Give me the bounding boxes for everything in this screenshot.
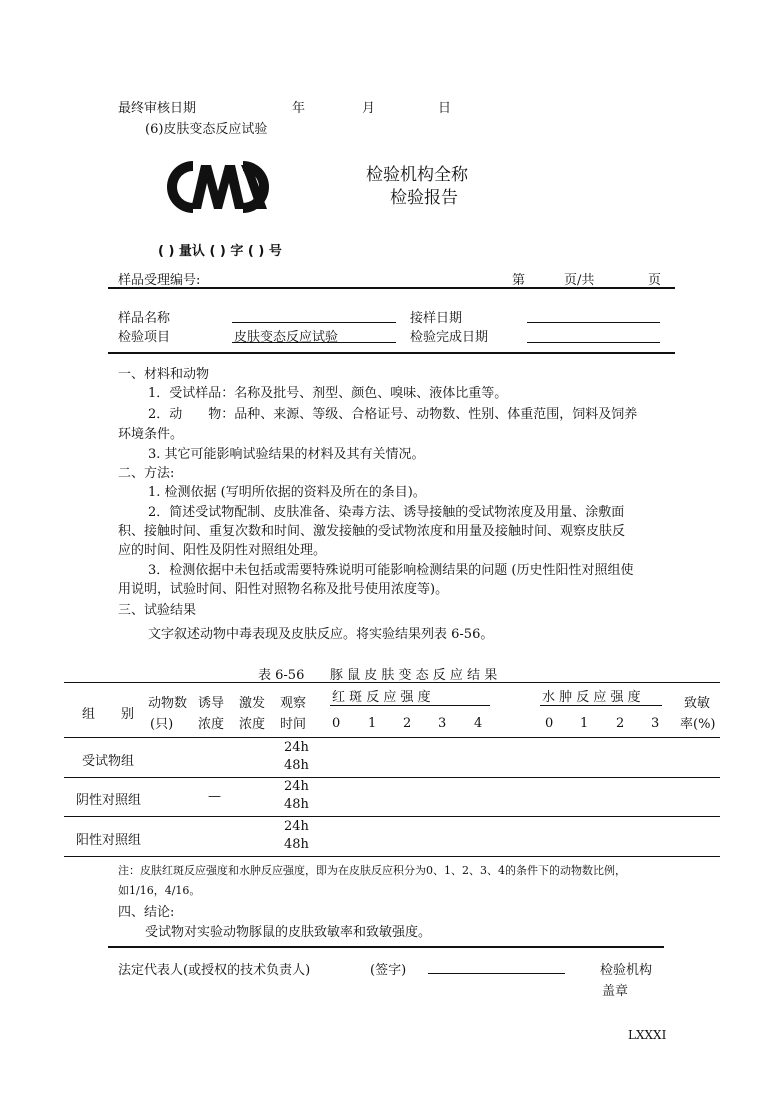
- s1-p2b: 环境条件。: [118, 427, 184, 442]
- section-title: (6)皮肤变态反应试验: [145, 122, 268, 137]
- table-row-group: 阴性对照组: [76, 793, 142, 808]
- legal-rep-label: 法定代表人(或授权的技术负责人): [118, 963, 311, 978]
- month-label: 月: [362, 101, 376, 116]
- org-name: 检验机构全称: [366, 165, 468, 185]
- finish-date-field: [527, 342, 660, 343]
- table-row-border-1: [64, 777, 720, 778]
- divider-conclusion: [108, 946, 664, 948]
- table-bottom-border: [64, 856, 720, 857]
- page-end-label: 页: [648, 273, 662, 288]
- table-caption-title: 豚 鼠 皮 肤 变 态 反 应 结 果: [330, 668, 498, 683]
- table-row-induce: —: [208, 789, 221, 804]
- receive-date-field: [527, 322, 660, 323]
- s2-p2c: 应的时间、阳性及阴性对照组处理。: [118, 543, 327, 558]
- erythema-grade-3: 3: [438, 716, 447, 731]
- table-note-b: 如1/16，4/16。: [118, 884, 201, 897]
- table-top-border: [64, 682, 720, 683]
- page-total-label: 页/共: [564, 273, 595, 288]
- th-observe-a: 观察: [280, 696, 307, 711]
- table-row-group: 阳性对照组: [76, 833, 142, 848]
- year-label: 年: [292, 101, 306, 116]
- erythema-grade-2: 2: [403, 716, 412, 731]
- stamp-label: 盖章: [602, 984, 629, 999]
- table-row-time-48: 48h: [284, 797, 309, 812]
- edema-underline: [540, 705, 662, 706]
- erythema-grade-1: 1: [368, 716, 377, 731]
- s2-p3b: 用说明，试验时间、阳性对照物名称及批号使用浓度等)。: [118, 582, 449, 597]
- table-caption-number: 表 6-56: [258, 668, 305, 683]
- table-row-group: 受试物组: [82, 754, 135, 769]
- s2-p2b: 积、接触时间、重复次数和时间、激发接触的受试物浓度和用量及接触时间、观察皮肤反: [118, 524, 626, 539]
- th-observe-b: 时间: [280, 717, 307, 732]
- s2-p1: 1. 检测依据 (写明所依据的资料及所在的条目)。: [148, 485, 426, 500]
- sample-name-field: [232, 322, 396, 323]
- cert-number: ( ) 量认 ( ) 字 ( ) 号: [158, 244, 282, 259]
- day-label: 日: [438, 101, 452, 116]
- page-number: LXXXI: [628, 1028, 667, 1042]
- th-count-b: (只): [150, 717, 174, 732]
- th-induce-b: 浓度: [198, 717, 225, 732]
- receive-date-label: 接样日期: [410, 311, 463, 326]
- conclusion-text: 受试物对实验动物豚鼠的皮肤致敏率和致敏强度。: [145, 925, 432, 940]
- cma-logo-icon: [163, 157, 273, 217]
- th-count-a: 动物数: [148, 696, 188, 711]
- test-item-field: [232, 342, 396, 343]
- test-item-value: 皮肤变态反应试验: [234, 330, 339, 345]
- table-row-time-48: 48h: [284, 837, 309, 852]
- th-induce-a: 诱导: [198, 696, 225, 711]
- th-group: 组 别: [82, 707, 135, 722]
- s1-p3: 3. 其它可能影响试验结果的材料及其有关情况。: [148, 447, 425, 462]
- section-2-title: 二、方法:: [118, 466, 175, 481]
- edema-grade-0: 0: [545, 716, 554, 731]
- erythema-underline: [330, 705, 490, 706]
- s2-p2a: 2．简述受试物配制、皮肤准备、染毒方法、诱导接触的受试物浓度及用量、涂敷面: [148, 505, 625, 520]
- section-3-title: 三、试验结果: [118, 603, 197, 618]
- section-4-title: 四、结论:: [118, 905, 175, 920]
- s3-p1: 文字叙述动物中毒表现及皮肤反应。将实验结果列表 6-56。: [148, 627, 494, 642]
- th-challenge-b: 浓度: [239, 717, 266, 732]
- table-row-border-2: [64, 816, 720, 817]
- report-title: 检验报告: [390, 188, 458, 208]
- edema-grade-2: 2: [616, 716, 625, 731]
- edema-grade-1: 1: [580, 716, 589, 731]
- th-erythema: 红 斑 反 应 强 度: [332, 690, 431, 705]
- s1-p1: 1．受试样品：名称及批号、剂型、颜色、嗅味、液体比重等。: [148, 386, 508, 401]
- s1-p2a: 2．动 物：品种、来源、等级、合格证号、动物数、性别、体重范围，饲料及饲养: [148, 407, 638, 422]
- test-item-label: 检验项目: [118, 330, 171, 345]
- th-rate-b: 率(%): [680, 717, 716, 732]
- divider-info: [108, 352, 675, 354]
- table-row-time-24: 24h: [284, 779, 309, 794]
- section-1-title: 一、材料和动物: [118, 367, 210, 382]
- sample-name-label: 样品名称: [118, 311, 171, 326]
- th-rate-a: 致敏: [684, 696, 711, 711]
- org-label: 检验机构: [600, 963, 653, 978]
- erythema-grade-0: 0: [332, 716, 341, 731]
- table-row-time-24: 24h: [284, 740, 309, 755]
- divider-top: [108, 287, 675, 289]
- table-note-a: 注：皮肤红斑反应强度和水肿反应强度，即为在皮肤反应积分为0、1、2、3、4的条件下的动物数比例，: [118, 864, 626, 877]
- edema-grade-3: 3: [651, 716, 660, 731]
- table-row-time-48: 48h: [284, 758, 309, 773]
- erythema-grade-4: 4: [474, 716, 483, 731]
- sign-label: (签字): [370, 963, 407, 978]
- table-header-border: [64, 737, 720, 738]
- s2-p3a: 3．检测依据中未包括或需要特殊说明可能影响检测结果的问题 (历史性阳性对照组使: [148, 563, 634, 578]
- th-challenge-a: 激发: [239, 696, 266, 711]
- page-no-label: 第: [512, 273, 526, 288]
- finish-date-label: 检验完成日期: [410, 330, 489, 345]
- signature-field: [428, 973, 565, 974]
- th-edema: 水 肿 反 应 强 度: [542, 690, 641, 705]
- final-review-date-label: 最终审核日期: [118, 101, 197, 116]
- sample-receipt-label: 样品受理编号:: [118, 273, 201, 288]
- table-row-time-24: 24h: [284, 819, 309, 834]
